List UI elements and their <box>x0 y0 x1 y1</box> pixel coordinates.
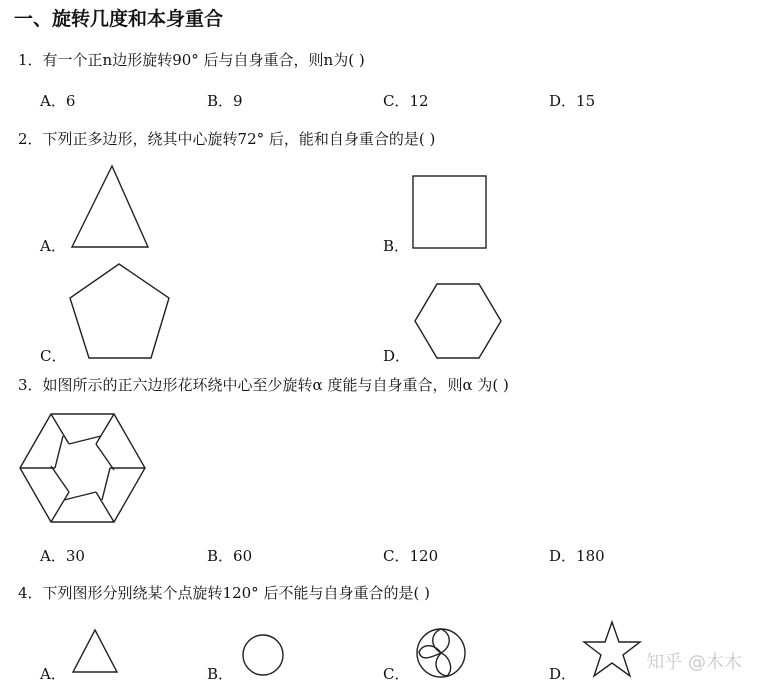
watermark: 知乎 @木木 <box>646 652 742 673</box>
q4-option-d: D． <box>549 665 577 683</box>
circle-trefoil-icon <box>412 624 470 682</box>
section-title: 一、旋转几度和本身重合 <box>14 8 224 30</box>
q1-option-c: C．12 <box>383 92 429 110</box>
question-2-text: 2．下列正多边形，绕其中心旋转72° 后，能和自身重合的是( ) <box>18 130 436 148</box>
q3-option-a: A．30 <box>40 547 85 565</box>
question-1-text: 1．有一个正n边形旋转90° 后与自身重合，则n为( ) <box>18 51 365 69</box>
q2-option-d: D． <box>383 347 411 365</box>
circle-icon <box>238 632 288 678</box>
q2-option-b: B． <box>383 237 410 255</box>
q1-option-d: D．15 <box>549 92 596 110</box>
q4-option-c: C． <box>383 665 410 683</box>
question-4-text: 4．下列图形分别绕某个点旋转120° 后不能与自身重合的是( ) <box>18 584 430 602</box>
q4-option-a: A． <box>40 665 66 683</box>
hexagon-icon <box>405 276 515 366</box>
star-icon <box>580 618 644 680</box>
triangle-icon <box>68 626 122 676</box>
q1-option-b: B．9 <box>207 92 243 110</box>
hexagon-wreath-icon <box>14 408 154 532</box>
triangle-icon <box>60 160 160 252</box>
q3-option-d: D．180 <box>549 547 605 565</box>
q3-option-b: B．60 <box>207 547 253 565</box>
question-3-text: 3．如图所示的正六边形花环绕中心至少旋转α 度能与自身重合，则α 为( ) <box>18 376 509 394</box>
square-icon <box>405 166 495 256</box>
q2-option-a: A． <box>40 237 66 255</box>
q1-option-a: A．6 <box>40 92 76 110</box>
q2-option-c: C． <box>40 347 67 365</box>
q4-option-b: B． <box>207 665 234 683</box>
pentagon-icon <box>60 256 180 366</box>
q3-option-c: C．120 <box>383 547 439 565</box>
